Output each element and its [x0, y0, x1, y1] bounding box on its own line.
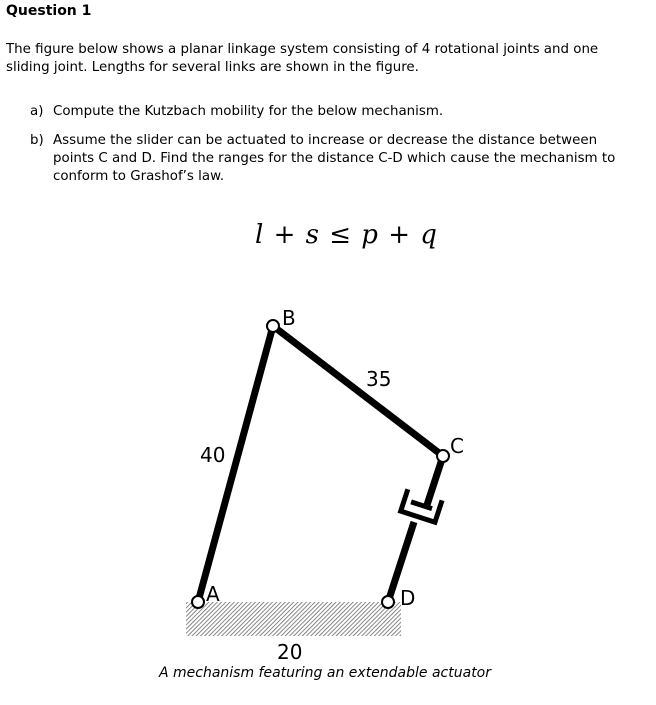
part-a-marker: a): [30, 104, 44, 119]
link-bc: [273, 326, 443, 456]
length-ad: 20: [277, 640, 303, 664]
label-a: A: [206, 582, 220, 606]
label-c: C: [450, 434, 464, 458]
part-a-text: Compute the Kutzbach mobility for the below mechanism.: [53, 104, 444, 119]
label-d: D: [400, 586, 416, 610]
grashof-formula: l + s ≤ p + q: [255, 220, 438, 250]
joint-a-pin: [192, 596, 204, 608]
joint-c-pin: [437, 450, 449, 462]
joint-b-pin: [267, 320, 279, 332]
label-b: B: [282, 306, 296, 330]
part-b-text: Assume the slider can be actuated to increase or decrease the distance between points C and D. Find the ranges for the distance C-D which cause the mechanism to conform to Grashof’s law.: [53, 133, 616, 184]
question-intro: The figure below shows a planar linkage system consisting of 4 rotational joints and one sliding joint. Lengths for several links are shown in the figure.: [6, 42, 599, 75]
slider-actuator: [388, 456, 443, 602]
length-bc: 35: [366, 367, 392, 391]
length-ab: 40: [200, 443, 226, 467]
question-heading: Question 1: [6, 3, 92, 19]
slider-block: [401, 489, 442, 522]
part-b-marker: b): [30, 133, 44, 148]
figure-caption: A mechanism featuring an extendable actuator: [158, 665, 492, 681]
joint-d-pin: [382, 596, 394, 608]
ground-hatch: [186, 602, 401, 636]
